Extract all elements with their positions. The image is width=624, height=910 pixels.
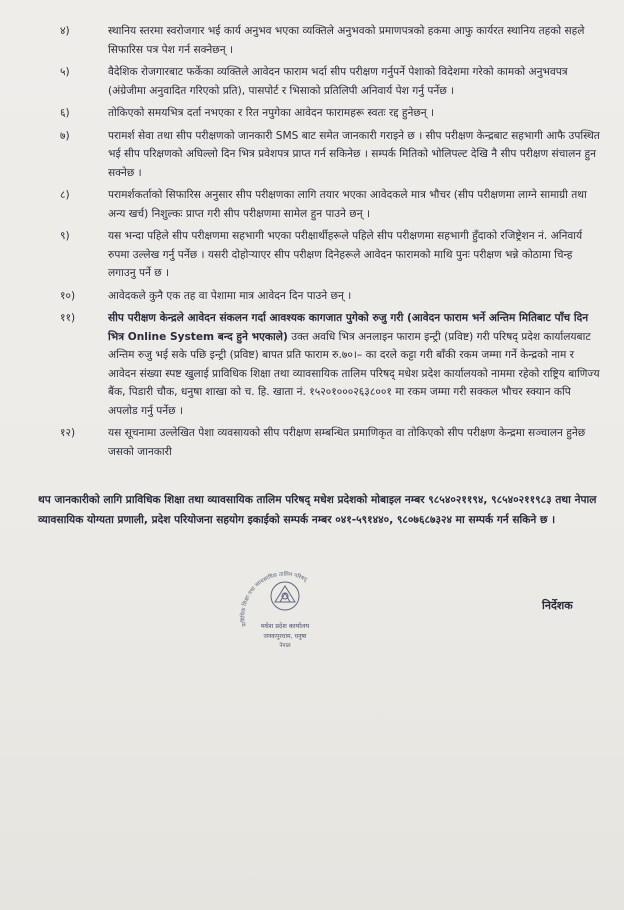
item-text: परामर्शकर्ताको सिफारिस अनुसार सीप परीक्षणका लागि तयार भएका आवेदकले मात्र भौचर (सीप परीक्षणमा लाग्ने सामाग्री तथा अन्य खर्च) निशुल्कः प्राप्त गरी सीप परीक्षणमा सामेल हुन पाउने छन् । bbox=[108, 189, 587, 220]
list-item-10 bbox=[60, 287, 600, 306]
seal-inner-text-2: जनकपुरधाम, धनुषा bbox=[263, 633, 307, 640]
item-text: वैदेशिक रोजगारबाट फर्केका व्यक्तिले आवेदन फाराम भर्दा सीप परीक्षण गर्नुपर्ने पेशाको विदेशमा गरेको कामको अनुभवपत्र (अंग्रेजीमा अनुवादित गरिएको प्रति), पासपोर्ट र भिसाको प्रतिलिपी अनिवार्य पेश गर्नु पर्नेछ । bbox=[108, 66, 568, 97]
list-item-12 bbox=[60, 424, 600, 461]
item-number: ४) bbox=[60, 25, 70, 37]
list-item-4 bbox=[60, 22, 600, 59]
seal-inner-text-1: मधेश प्रदेश कार्यालय bbox=[260, 622, 310, 630]
list-item-5 bbox=[60, 63, 600, 100]
notice-list bbox=[60, 22, 600, 465]
item-number: ९) bbox=[60, 230, 70, 242]
signatory-title: निर्देशक bbox=[542, 599, 573, 612]
seal-inner-text-3: नेपाल bbox=[279, 643, 291, 649]
list-item-11 bbox=[60, 309, 600, 420]
item-text: परामर्श सेवा तथा सीप परीक्षणको जानकारी SMS बाट समेत जानकारी गराइने छ । सीप परीक्षण केन्द्रबाट सहभागी आफै उपस्थित भई सीप परिक्षणको अघिल्लो दिन भित्र प्रवेशपत्र प्राप्त गर्न सकिनेछ । सम्पर्क मितिको भोलिपल्ट देखि नै सीप परीक्षण संचालन हुन सक्नेछ । bbox=[108, 129, 600, 179]
list-item-8 bbox=[60, 186, 600, 223]
item-number: ५) bbox=[60, 66, 70, 78]
item-text bbox=[108, 309, 600, 420]
list-item-7 bbox=[60, 127, 600, 183]
contact-note: थप जानकारीको लागि प्राविधिक शिक्षा तथा व्यावसायिक तालिम परिषद् मधेश प्रदेशको मोबाइल नम्बर ९८५४०२११९४, ९८५४०२११९८३ तथा नेपाल व्यावसायिक योग्यता प्रणाली, प्रदेश परियोजना सहयोग इकाईको सम्पर्क नम्बर ०४१-५९१४४०, ९८०७६८७३२४ मा सम्पर्क गर्न सकिने छ । bbox=[38, 494, 597, 526]
item-text: स्थानिय स्तरमा स्वरोजगार भई कार्य अनुभव भएका व्यक्तिले अनुभवको प्रमाणपत्रको हकमा आफु कार्यरत स्थानिय तहको सहले सिफारिस पत्र पेश गर्न सक्नेछन् । bbox=[108, 25, 585, 56]
item-number: ११) bbox=[60, 312, 76, 324]
office-seal-stamp bbox=[232, 566, 338, 672]
item-number: ७) bbox=[60, 129, 70, 142]
item-text: यस भन्दा पहिले सीप परीक्षणमा सहभागी भएका परीक्षार्थीहरूले पहिले सीप परीक्षणमा सहभागी हुँदाको रजिष्ट्रेशन नं. अनिवार्य रुपमा उल्लेख गर्नु पर्नेछ । यसरी दोहोऱ्याएर सीप परीक्षण दिनेहरूले आवेदन फारामको माथि पुनः परीक्षण भन्ने कोठामा चिन्ह लगाउनु पर्ने छ । bbox=[108, 230, 583, 279]
item-number: १२) bbox=[60, 427, 76, 439]
item-text-bold: सीप परीक्षण केन्द्रले आवेदन संकलन गर्दा आवश्यक कागजात पुगेको रुजु गरी (आवेदन फाराम भर्ने अन्तिम मितिबाट पाँच दिन भित्र Online System बन्द हुने भएकाले) bbox=[108, 312, 589, 343]
item-text: आवेदकले कुनै एक तह वा पेशामा मात्र आवेदन दिन पाउने छन् । bbox=[108, 289, 352, 302]
list-item-6 bbox=[60, 104, 600, 123]
item-number: ६) bbox=[60, 107, 70, 119]
item-text: यस सूचनामा उल्लेखित पेशा व्यवसायको सीप परीक्षण सम्बन्धित प्रमाणिकृत वा तोकिएको सीप परीक्षण केन्द्रमा सञ्चालन हुनेछ जसको जानकारी bbox=[108, 427, 586, 458]
item-text: तोकिएको समयभित्र दर्ता नभएका र रित नपुगेका आवेदन फारामहरू स्वतः रद्द हुनेछन् । bbox=[108, 107, 435, 119]
seal-outer-text: प्राविधिक शिक्षा तथा व्यावसायिक तालिम परिषद् bbox=[240, 571, 308, 627]
item-text-rest: उक्त अवधि भित्र अनलाइन फाराम इन्ट्री (प्रविष्ट) गरी परिषद् प्रदेश कार्यालयबाट अन्तिम रुजु भई सके पछि इन्ट्री (प्रविष्ट) बापत प्रति फाराम रु.७०।– का दरले कट्टा गरी बाँकी रकम जम्मा गर्ने केन्द्रको नाम र आवेदन संख्या स्पष्ट खुलाई प्राविधिक शिक्षा तथा व्यावसायिक तालिम परिषद् मधेश प्रदेश कार्यालयको नाममा रहेको राष्ट्रिय बाणिज्य बैंक, पिडारी चौक, धनुषा शाखा को च. हि. खाता नं. १५२०१०००२६३८००१ मा रकम जम्मा गरी सक्कल भौचर स्क्यान कपि अपलोड गर्नु पर्नेछ । bbox=[108, 330, 600, 417]
list-item-9 bbox=[60, 227, 600, 283]
svg-text:प्राविधिक शिक्षा तथा व्यावसायि bbox=[240, 571, 309, 627]
item-number: १०) bbox=[60, 289, 76, 302]
item-number: ८) bbox=[60, 189, 70, 201]
